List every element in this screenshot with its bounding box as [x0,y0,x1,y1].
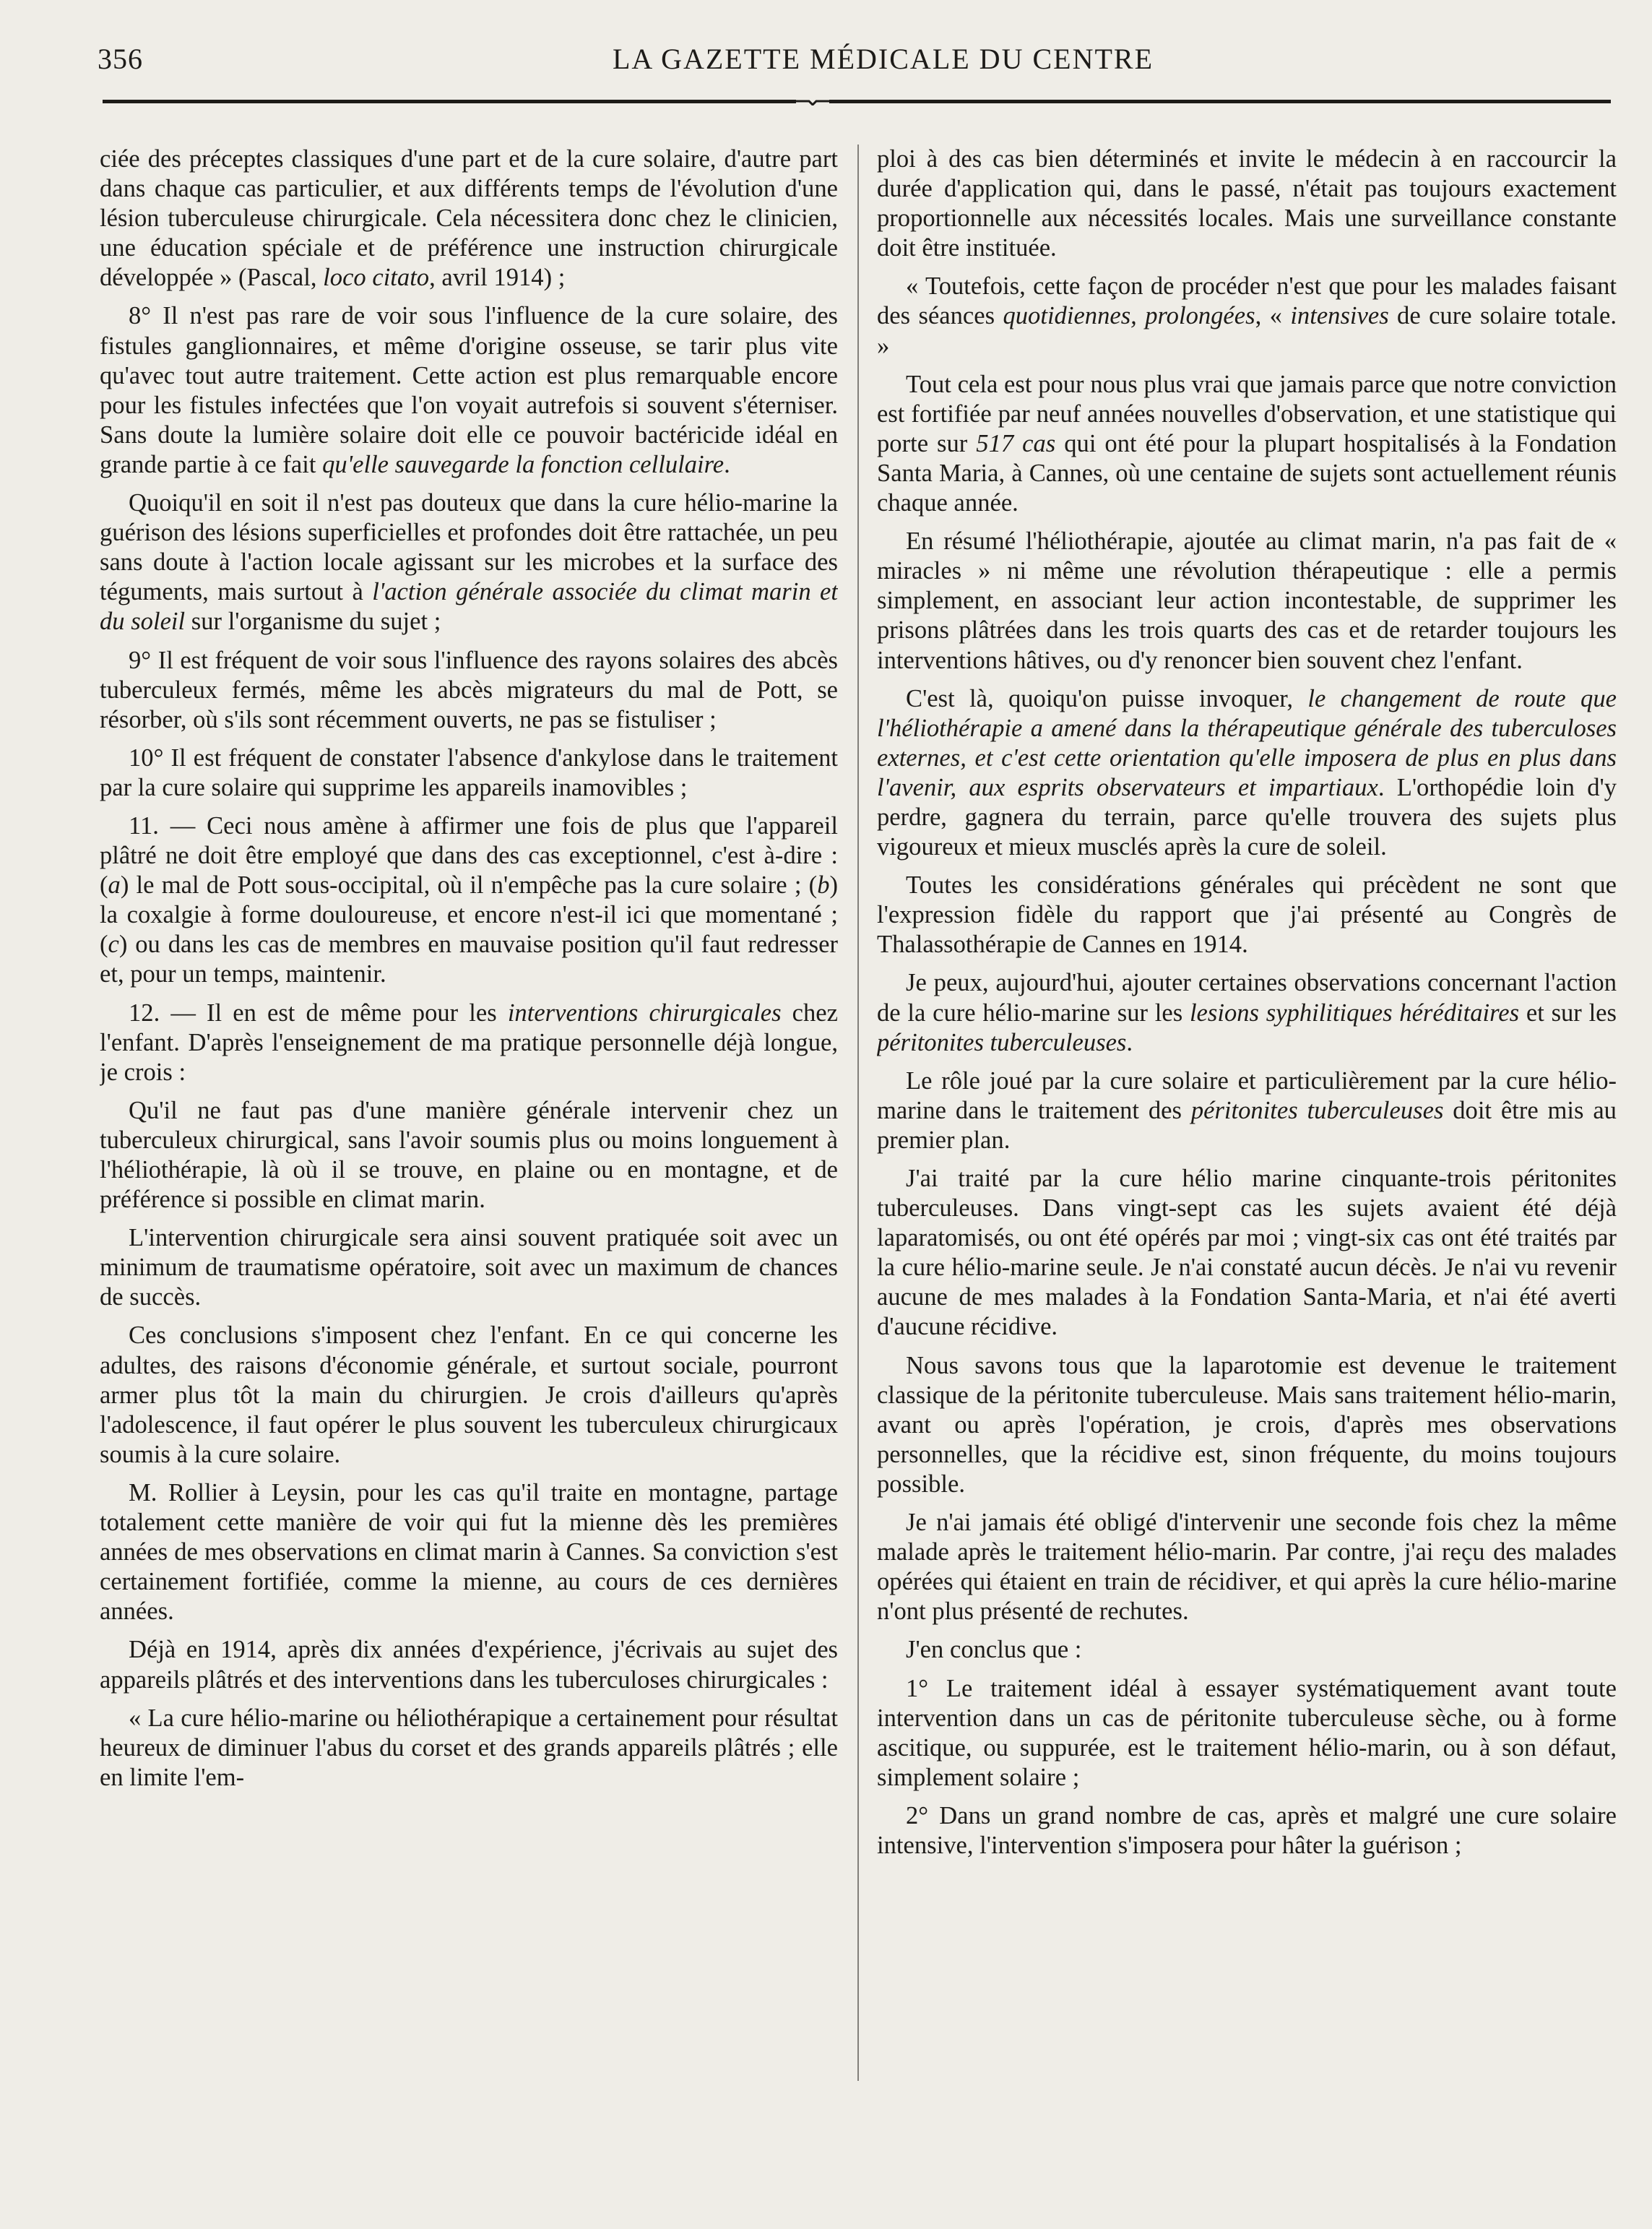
header-rule-right [829,100,1611,103]
paragraph: Déjà en 1914, après dix années d'expérience, j'écrivais au sujet des appareils plâtrés et des interventions dans les tuberculoses chirurgicales : [100,1636,838,1694]
page-number: 356 [98,43,143,75]
paragraph: 9° Il est fréquent de voir sous l'influence des rayons solaires des abcès tuberculeux fermés, même les abcès migrateurs du mal de Pott, se résorber, où s'ils sont récemment ouverts, ne pas se fistuliser ; [100,646,838,733]
paragraph: 2° Dans un grand nombre de cas, après et malgré une cure solaire intensive, l'intervention s'imposera pour hâter la guérison ; [877,1801,1617,1859]
paragraph: 1° Le traitement idéal à essayer systématiquement avant toute intervention dans un cas de péritonite tuberculeuse sèche, ou à forme ascitique, ou suppurée, est le traitement hélio-marin, ou à son défaut, simplement solaire ; [877,1674,1617,1791]
paragraph: 8° Il n'est pas rare de voir sous l'influence de la cure solaire, des fistules ganglionnaires, et même d'origine osseuse, se tarir plus vite qu'avec tout autre traitement. Cette action est plus remarquable encore pour les fistules infectées que l'on voyait autrefois si souvent s'éterniser. Sans doute la lumière solaire doit elle ce pouvoir bactéricide idéal en grande partie à ce fait qu'elle sauvegarde la fonction cellulaire. [100,302,838,478]
paragraph: Le rôle joué par la cure solaire et particulièrement par la cure hélio-marine dans le traitement des péritonites tuberculeuses doit être mis au premier plan. [877,1066,1617,1154]
paragraph: J'ai traité par la cure hélio marine cinquante-trois péritonites tuberculeuses. Dans vingt-sept cas les sujets avaient été déjà laparatomisés, ou ont été opérés par moi ; vingt-six cas ont été traités par la cure hélio-marine seule. Je n'ai constaté aucun décès. Je n'ai vu revenir aucune de mes malades à la Fondation Santa-Maria, et n'ai été averti d'aucune récidive. [877,1165,1617,1341]
paragraph: 12. — Il en est de même pour les interventions chirurgicales chez l'enfant. D'après l'enseignement de ma pratique personnelle déjà longue, je crois : [100,999,838,1086]
paragraph: Je n'ai jamais été obligé d'intervenir une seconde fois chez la même malade après le traitement hélio-marin. Par contre, j'ai reçu des malades opérées qui étaient en train de récidiver, et qui après la cure hélio-marine n'ont plus présenté de rechutes. [877,1509,1617,1626]
header-rule-left [103,100,796,103]
paragraph: Ces conclusions s'imposent chez l'enfant. En ce qui concerne les adultes, des raisons d'économie générale, et surtout sociale, pourront armer plus tôt la main du chirurgien. Je crois d'ailleurs qu'après l'adolescence, il faut opérer le plus souvent les tuberculeux chirurgicaux soumis à la cure solaire. [100,1322,838,1468]
paragraph: Qu'il ne faut pas d'une manière générale intervenir chez un tuberculeux chirurgical, sans l'avoir soumis plus ou moins longuement à l'héliothérapie, là où il se trouve, en plaine ou en montagne, et de préférence si possible en climat marin. [100,1096,838,1214]
paragraph: 11. — Ceci nous amène à affirmer une fois de plus que l'appareil plâtré ne doit être employé que dans des cas exceptionnel, c'est à-dire : (a) le mal de Pott sous-occipital, où il n'empêche pas la cure solaire ; (b) la coxalgie à forme douloureuse, et encore n'est-il ici que momentané ; (c) ou dans les cas de membres en mauvaise position qu'il faut redresser et, pour un temps, maintenir. [100,811,838,988]
paragraph: Tout cela est pour nous plus vrai que jamais parce que notre conviction est fortifiée par neuf années nouvelles d'observation, et une statistique qui porte sur 517 cas qui ont été pour la plupart hospitalisés à la Fondation Santa Maria, à Cannes, où une centaine de sujets sont actuellement réunis chaque année. [877,370,1617,517]
paragraph: Je peux, aujourd'hui, ajouter certaines observations concernant l'action de la cure hélio-marine sur les lesions syphilitiques héréditaires et sur les péritonites tuberculeuses. [877,969,1617,1056]
header-rule-ornament [796,95,829,105]
paragraph: M. Rollier à Leysin, pour les cas qu'il traite en montagne, partage totalement cette manière de voir qui fut la mienne dès les premières années de mes observations en climat marin à Cannes. Sa conviction s'est certainement fortifiée, comme la mienne, au cours de ces dernières années. [100,1478,838,1626]
paragraph: Quoiqu'il en soit il n'est pas douteux que dans la cure hélio-marine la guérison des lésions superficielles et profondes doit être rattachée, un peu sans doute à l'action locale agissant sur les microbes et la surface des téguments, mais surtout à l'action générale associée du climat marin et du soleil sur l'organisme du sujet ; [100,489,838,636]
paragraph: ploi à des cas bien déterminés et invite le médecin à en raccourcir la durée d'application qui, dans le passé, n'était pas toujours exactement proportionnelle aux nécessités locales. Mais une surveillance constante doit être instituée. [877,145,1617,262]
right-column [877,145,1617,2095]
paragraph: En résumé l'héliothérapie, ajoutée au climat marin, n'a pas fait de « miracles » ni même une révolution thérapeutique : elle a permis simplement, en associant leur action incontestable, de supprimer les prisons plâtrées dans les trois quarts des cas et de retarder toujours les interventions hâtives, ou d'y renoncer bien souvent chez l'enfant. [877,527,1617,674]
left-column [100,145,838,2095]
running-title: LA GAZETTE MÉDICALE DU CENTRE [612,43,1154,75]
paragraph: « La cure hélio-marine ou héliothérapique a certainement pour résultat heureux de diminuer l'abus du corset et des grands appareils plâtrés ; elle en limite l'em- [100,1704,838,1791]
column-divider [857,145,859,2081]
paragraph: C'est là, quoiqu'on puisse invoquer, le changement de route que l'héliothérapie a amené dans la thérapeutique générale des tuberculoses externes, et c'est cette orientation qu'elle imposera de plus en plus dans l'avenir, aux esprits observateurs et impartiaux. L'orthopédie loin d'y perdre, gagnera du terrain, parce qu'elle trouvera des sujets plus vigoureux et mieux musclés après la cure de soleil. [877,684,1617,861]
paragraph: 10° Il est fréquent de constater l'absence d'ankylose dans le traitement par la cure solaire qui supprime les appareils inamovibles ; [100,743,838,801]
paragraph: L'intervention chirurgicale sera ainsi souvent pratiquée soit avec un minimum de traumatisme opératoire, soit avec un maximum de chances de succès. [100,1224,838,1311]
page-header [98,42,1611,85]
paragraph: Nous savons tous que la laparotomie est devenue le traitement classique de la péritonite tuberculeuse. Mais sans traitement hélio-marin, avant ou après l'opération, je crois, d'après mes observations personnelles, que la récidive est, sinon fréquente, du moins toujours possible. [877,1351,1617,1498]
paragraph: J'en conclus que : [906,1636,1082,1664]
paragraph: ciée des préceptes classiques d'une part et de la cure solaire, d'autre part dans chaque cas particulier, et aux différents temps de l'évolution d'une lésion tuberculeuse chirurgicale. Cela nécessitera donc chez le clinicien, une éducation spéciale et de préférence une instruction chirurgicale développée » (Pascal, loco citato, avril 1914) ; [100,145,838,292]
paragraph: « Toutefois, cette façon de procéder n'est que pour les malades faisant des séances quotidiennes, prolongées, « intensives de cure solaire totale. » [877,272,1617,360]
paragraph: Toutes les considérations générales qui précèdent ne sont que l'expression fidèle du rapport que j'ai présenté au Congrès de Thalassothérapie de Cannes en 1914. [877,871,1617,959]
